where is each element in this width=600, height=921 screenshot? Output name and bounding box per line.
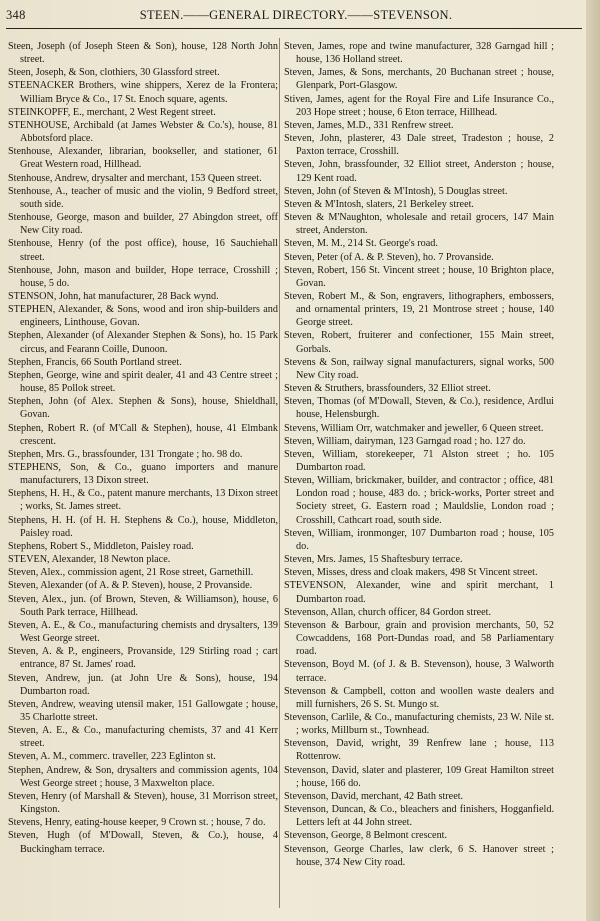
directory-entry: STENHOUSE, Archibald (at James Webster & Co.'s), house, 81 Abbotsford place. xyxy=(8,119,278,145)
directory-entry: Stephen, John (of Alex. Stephen & Sons), house, Shieldhall, Govan. xyxy=(8,396,278,421)
directory-entry: Stevenson, David, wright, 39 Renfrew lane ; house, 113 Rottenrow. xyxy=(284,738,554,763)
directory-entry: Steven, Andrew, jun. (at John Ure & Sons), house, 194 Dumbarton road. xyxy=(8,672,278,697)
page-gutter xyxy=(586,0,600,921)
directory-entry: STENSON, John, hat manufacturer, 28 Back wynd. xyxy=(8,290,219,302)
directory-entry: Steven, Henry (of Marshall & Steven), house, 31 Morrison street, Kingston. xyxy=(8,790,278,816)
directory-entry: STEINKOPFF, E., merchant, 2 West Regent street. xyxy=(8,106,216,118)
directory-entry: Steven, A. & P., engineers, Provanside, 129 Stirling road ; cart entrance, 87 St. James' road. xyxy=(8,646,278,671)
directory-entry: Steven, A. E., & Co., manufacturing chemists and drysalters, 139 West George street. xyxy=(8,619,278,645)
directory-entry: Steven, William, dairyman, 123 Garngad road ; ho. 127 do. xyxy=(284,435,526,447)
running-title: STEEN.——GENERAL DIRECTORY.——STEVENSON. xyxy=(139,8,453,22)
directory-entry: Stevens, Henry, eating-house keeper, 9 Crown st. ; house, 7 do. xyxy=(8,817,266,829)
directory-entry: Steven & M'Intosh, slaters, 21 Berkeley street. xyxy=(284,198,474,210)
directory-entry: Stephen, Robert R. (of M'Call & Stephen), house, 41 Elmbank crescent. xyxy=(8,422,278,447)
directory-entry: Stevens, William Orr, watchmaker and jeweller, 6 Queen street. xyxy=(284,422,544,434)
directory-entry: Stephen, Francis, 66 South Portland street. xyxy=(8,356,182,368)
directory-entry: Stevenson & Barbour, grain and provision merchants, 50, 52 Cowcaddens, 168 Port-Dundas road, and 58 Parliamentary road. xyxy=(284,619,554,658)
directory-entry: Stephen, George, wine and spirit dealer, 41 and 43 Centre street ; house, 85 Pollok street. xyxy=(8,369,278,395)
directory-entry: STEPHEN, Alexander, & Sons, wood and iron ship-builders and engineers, Linthouse, Govan. xyxy=(8,304,278,329)
directory-entry: Steven, A. M., commerc. traveller, 223 Eglinton st. xyxy=(8,751,216,763)
directory-entry: Steven, Alex., commission agent, 21 Rose street, Garnethill. xyxy=(8,567,254,579)
directory-entry: Steven, Robert, fruiterer and confectioner, 155 Main street, Gorbals. xyxy=(284,330,554,355)
directory-entry: STEVENSON, Alexander, wine and spirit merchant, 1 Dumbarton road. xyxy=(284,580,554,605)
directory-entry: Steven, Thomas (of M'Dowall, Steven, & Co.), residence, Ardlui house, Helensburgh. xyxy=(284,396,554,421)
directory-entry: Stenhouse, Henry (of the post office), house, 16 Sauchiehall street. xyxy=(8,238,278,263)
directory-entry: Stephens, Robert S., Middleton, Paisley road. xyxy=(8,540,194,552)
column-divider xyxy=(279,38,280,908)
directory-entry: Steven, Alex., jun. (of Brown, Steven, & Williamson), house, 6 South Park terrace, Hillhead. xyxy=(8,593,278,618)
directory-entry: Steven, James, rope and twine manufacturer, 328 Garngad hill ; house, 136 Holland street. xyxy=(284,41,554,66)
directory-entry: STEPHENS, Son, & Co., guano importers and manure manufacturers, 13 Dixon street. xyxy=(8,462,278,487)
directory-entry: Stevenson & Campbell, cotton and woollen waste dealers and mill furnishers, 26 S. St. Mungo st. xyxy=(284,685,554,710)
directory-entry: Stevenson, Boyd M. (of J. & B. Stevenson), house, 3 Walworth terrace. xyxy=(284,659,554,684)
directory-entry: Steven, Andrew, weaving utensil maker, 151 Gallowgate ; house, 35 Charlotte street. xyxy=(8,698,278,723)
directory-entry: Steven, John (of Steven & M'Intosh), 5 Douglas street. xyxy=(284,185,508,197)
header-rule xyxy=(6,28,582,29)
page-number: 348 xyxy=(6,8,26,22)
directory-entry: Stenhouse, Andrew, drysalter and merchant, 153 Queen street. xyxy=(8,172,262,184)
directory-entry: Steven, Alexander (of A. & P. Steven), house, 2 Provanside. xyxy=(8,580,253,592)
directory-entry: Steven, Robert, 156 St. Vincent street ; house, 10 Brighton place, Govan. xyxy=(284,264,554,289)
right-column xyxy=(284,40,554,869)
directory-entry: Stephen, Andrew, & Son, drysalters and commission agents, 104 West George street ; house, 3 Maxwelton place. xyxy=(8,764,278,789)
directory-entry: Steven, A. E., & Co., manufacturing chemists, 37 and 41 Kerr street. xyxy=(8,725,278,750)
directory-entry: Steven, James, & Sons, merchants, 20 Buchanan street ; house, Glenpark, Port-Glasgow. xyxy=(284,67,554,92)
page-header xyxy=(6,8,586,26)
directory-entry: Steen, Joseph (of Joseph Steen & Son), house, 128 North John street. xyxy=(8,41,278,66)
directory-entry: Stephens, H. H. (of H. H. Stephens & Co.), house, Middleton, Paisley road. xyxy=(8,514,278,539)
directory-entry: Stenhouse, Alexander, librarian, bookseller, and stationer, 61 Great Western road, Hillhead. xyxy=(8,146,278,171)
directory-entry: Steven, John, brassfounder, 32 Elliot street, Anderston ; house, 129 Kent road. xyxy=(284,159,554,184)
directory-entry: Steven, M. M., 214 St. George's road. xyxy=(284,238,438,250)
directory-entry: Steven, William, ironmonger, 107 Dumbarton road ; house, 105 do. xyxy=(284,527,554,552)
directory-entry: Steven, Peter (of A. & P. Steven), ho. 7 Provanside. xyxy=(284,251,494,263)
directory-entry: Stevenson, Duncan, & Co., bleachers and finishers, Hogganfield. Letters left at 44 John street. xyxy=(284,804,554,829)
directory-entry: Steven, Hugh (of M'Dowall, Steven, & Co.), house, 4 Buckingham terrace. xyxy=(8,830,278,855)
directory-entry: Steven & M'Naughton, wholesale and retail grocers, 147 Main street, Anderston. xyxy=(284,212,554,237)
directory-entry: STEENACKER Brothers, wine shippers, Xerez de la Frontera; William Bryce & Co., 17 St. Enoch square, agents. xyxy=(8,80,278,105)
directory-entry: Stephen, Alexander (of Alexander Stephen & Sons), ho. 15 Park circus, and Fearann Coille, Dunoon. xyxy=(8,330,278,355)
directory-entry: Steven, James, M.D., 331 Renfrew street. xyxy=(284,119,454,131)
directory-entry: Steven, John, plasterer, 43 Dale street, Tradeston ; house, 2 Paxton terrace, Crosshill. xyxy=(284,133,554,158)
directory-entry: Steen, Joseph, & Son, clothiers, 30 Glassford street. xyxy=(8,67,220,79)
directory-entry: Stevenson, Carlile, & Co., manufacturing chemists, 23 W. Nile st. ; works, Millburn st., Townhead. xyxy=(284,711,554,737)
directory-entry: Steven, Misses, dress and cloak makers, 498 St Vincent street. xyxy=(284,567,538,579)
left-column xyxy=(8,40,278,856)
directory-entry: Steven, Mrs. James, 15 Shaftesbury terrace. xyxy=(284,554,463,566)
directory-entry: Steven, William, brickmaker, builder, and contractor ; office, 481 London road ; house, 483 do. ; brick-works, Porter street and Society street, G. Eastern road ; Mauldslie, London road ; Crosshill, Cathcart road, south side. xyxy=(284,475,554,526)
directory-entry: Stephens, H. H., & Co., patent manure merchants, 13 Dixon street ; works, St. James street. xyxy=(8,488,278,513)
directory-entry: Stevenson, Allan, church officer, 84 Gordon street. xyxy=(284,606,492,618)
directory-entry: Stevenson, David, merchant, 42 Bath street. xyxy=(284,790,464,802)
directory-entry: Stephen, Mrs. G., brassfounder, 131 Trongate ; ho. 98 do. xyxy=(8,448,243,460)
directory-entry: Stevenson, David, slater and plasterer, 109 Great Hamilton street ; house, 166 do. xyxy=(284,764,554,789)
directory-entry: STEVEN, Alexander, 18 Newton place. xyxy=(8,554,171,566)
directory-entry: Stevenson, George, 8 Belmont crescent. xyxy=(284,830,448,842)
directory-entry: Stenhouse, John, mason and builder, Hope terrace, Crosshill ; house, 5 do. xyxy=(8,264,278,289)
directory-entry: Steven, Robert M., & Son, engravers, lithographers, embossers, and ornamental printers, 19, 21 Montrose street ; house, 140 George street. xyxy=(284,290,554,329)
directory-entry: Steven, William, storekeeper, 71 Alston street ; ho. 105 Dumbarton road. xyxy=(284,448,554,473)
directory-entry: Stiven, James, agent for the Royal Fire and Life Insurance Co., 203 Hope street ; house, 6 Eton terrace, Hillhead. xyxy=(284,93,554,118)
directory-entry: Steven & Struthers, brassfounders, 32 Elliot street. xyxy=(284,383,491,395)
directory-entry: Stevenson, George Charles, law clerk, 6 S. Hanover street ; house, 374 New City road. xyxy=(284,843,554,868)
directory-entry: Stenhouse, A., teacher of music and the violin, 9 Bedford street, south side. xyxy=(8,185,278,210)
directory-entry: Stenhouse, George, mason and builder, 27 Abingdon street, off New City road. xyxy=(8,212,278,237)
directory-entry: Stevens & Son, railway signal manufacturers, signal works, 500 New City road. xyxy=(284,356,554,381)
